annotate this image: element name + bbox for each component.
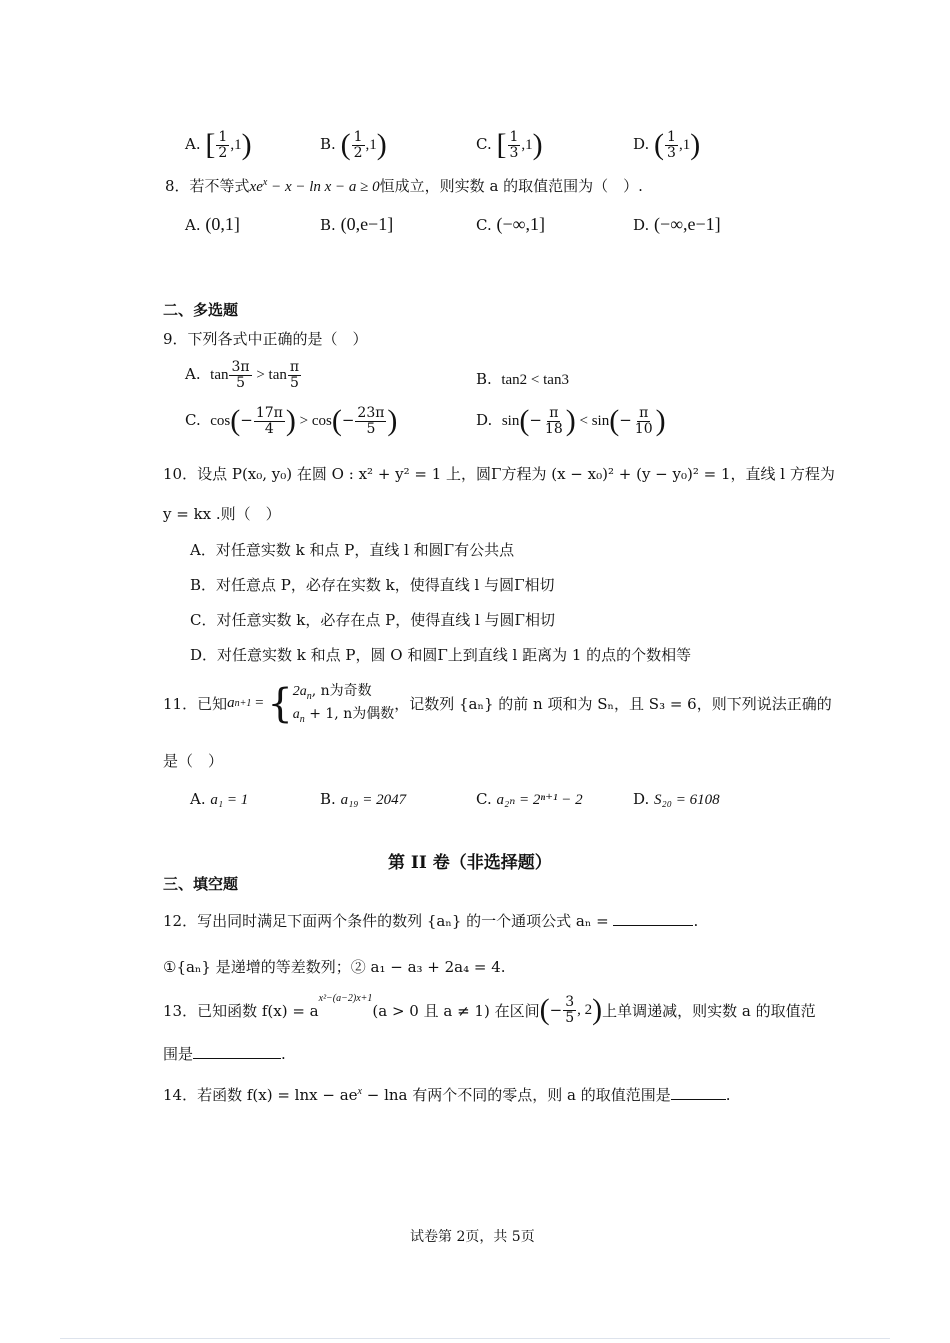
- q14-end: .: [725, 1086, 731, 1104]
- q7-c-left-bracket: [: [496, 128, 507, 161]
- q7-a-left-bracket: [: [205, 128, 216, 161]
- q13-line2-text: 围是: [163, 1045, 194, 1063]
- page-bottom-divider: [60, 1338, 890, 1339]
- q13-line2-end: .: [281, 1045, 286, 1063]
- q9-c-pre: cos: [210, 413, 231, 429]
- q7-option-d-label: D.: [633, 135, 650, 153]
- q7-c-frac: [508, 130, 521, 160]
- q9-a-den1: 5: [236, 374, 245, 391]
- q9-c-num1: 17π: [255, 404, 283, 421]
- q9-d-num1: π: [549, 404, 559, 421]
- q11-cases: [293, 681, 394, 727]
- q11-brace: {: [267, 680, 293, 727]
- q9-c-num2: 23π: [357, 404, 385, 421]
- q10-option-c-label: C．: [190, 611, 217, 629]
- q8-option-a-label: A.: [185, 216, 201, 234]
- q9-a-pre: tan: [210, 367, 229, 384]
- q9-a-den2: 5: [290, 374, 299, 391]
- q11-option-a-label: A.: [190, 790, 206, 808]
- page-footer: 试卷第 2页，共 5页: [410, 1229, 535, 1245]
- q11-option-b: [320, 790, 406, 809]
- q11-option-d: [633, 790, 720, 809]
- q10-line1: 10．设点 P(x₀, y₀) 在圆 O : x² + y² = 1 上，圆Γ方程为 (x − x₀)² + (y − y₀)² = 1，直线 l 方程为: [163, 465, 835, 483]
- q9-d-num2: π: [639, 404, 649, 421]
- q14-line: [163, 1084, 731, 1105]
- section-2-heading: 二、多选题: [163, 301, 239, 319]
- q9-option-d: D. sin(− $\frac{\pi}{18}$ ) < sin(− $\frac{\pi}{10}$ ): [476, 404, 666, 437]
- q8-ineq: xe: [249, 179, 263, 195]
- q7-a-frac: [216, 130, 229, 160]
- q11-lhs: a: [227, 695, 235, 712]
- q7-d-tail: ,1: [678, 137, 691, 153]
- section-3-heading: 三、填空题: [163, 875, 239, 893]
- q13-post: 上单调递减，则实数 a 的取值范: [602, 1001, 816, 1020]
- q9-d-frac1: [543, 406, 565, 436]
- q13-line2: [163, 1043, 286, 1064]
- q8-option-d-label: D.: [633, 216, 650, 234]
- q11-option-a-text: a₁ = 1: [210, 792, 249, 808]
- q13-pre: 13．已知函数 f(x) = a: [163, 1001, 319, 1020]
- q7-d-left-bracket: (: [654, 128, 665, 161]
- q10-option-b-label: B．: [190, 576, 217, 594]
- q8-option-c: [476, 214, 545, 235]
- q7-d-right-bracket: ): [690, 128, 701, 161]
- q8-option-b-label: B.: [320, 216, 336, 234]
- q9-b-label: B.: [476, 370, 492, 388]
- q11-option-c: [476, 790, 583, 809]
- q10-option-d-label: D．: [190, 646, 218, 664]
- q8-stem-post: 恒成立，则实数 a 的取值范围为（ ）.: [379, 177, 643, 195]
- q8-ineq-sup: x: [262, 177, 268, 188]
- q7-option-c-label: C.: [476, 135, 492, 153]
- q11-case1: $2a_n$, n为奇数: [292, 683, 372, 702]
- q11-post: ，记数列 {aₙ} 的前 n 项和为 Sₙ，且 S₃ = 6，则下列说法正确的: [394, 695, 832, 714]
- q7-b-left-bracket: (: [340, 128, 351, 161]
- q9-d-den1: 18: [544, 420, 563, 437]
- q7-a-den: 2: [218, 144, 228, 161]
- q9-d-den2: 10: [634, 420, 653, 437]
- q9-a-label: A.: [185, 365, 201, 384]
- q10-option-a: [190, 539, 514, 560]
- q8-stem: [165, 175, 643, 196]
- q8-option-b-value: (0,e−1]: [340, 214, 394, 234]
- q9-a-mid: > tan: [252, 367, 287, 384]
- q9-stem: 9．下列各式中正确的是（ ）: [163, 330, 368, 348]
- q8-option-c-label: C.: [476, 216, 492, 234]
- q7-c-num: 1: [509, 128, 519, 145]
- q14-sup: x: [357, 1086, 362, 1097]
- q9-c-label: C.: [185, 411, 201, 429]
- q8-option-a-value: (0,1]: [205, 214, 240, 234]
- q13-sup: x²−(a−2)x+1: [318, 993, 373, 1004]
- q12-line2: ①{aₙ} 是递增的等差数列；② a₁ − a₃ + 2a₄ = 4.: [163, 958, 506, 976]
- q10-option-c: [190, 609, 555, 630]
- q10-option-c-text: 对任意实数 k，必存在点 P，使得直线 l 与圆Γ相切: [216, 611, 555, 629]
- q9-d-label: D.: [476, 411, 493, 429]
- q14-text: 14．若函数 f(x) = lnx − ae: [163, 1086, 358, 1104]
- q11-option-d-text: S₂₀ = 6108: [654, 792, 720, 808]
- q11-option-d-label: D.: [633, 790, 650, 808]
- q8-ineq-rest: − x − ln x − a ≥ 0: [267, 179, 380, 195]
- q7-c-right-bracket: ): [532, 128, 543, 161]
- q7-d-frac: [665, 130, 678, 160]
- q9-c-mid: > cos: [295, 413, 332, 429]
- q11-lhs-sub: n+1: [234, 698, 252, 710]
- q9-a-num2: π: [289, 359, 300, 375]
- q9-option-c: C. cos(− $\frac{17\pi}{4}$ ) > cos(− $\frac{23\pi}{5}$ ): [185, 404, 398, 437]
- q7-b-right-bracket: ): [376, 128, 387, 161]
- q11-option-b-text: a₁₉ = 2047: [340, 792, 407, 808]
- q7-option-b-label: B.: [320, 135, 336, 153]
- q7-b-tail: ,1: [365, 137, 377, 153]
- q10-line2: y = kx .则（ ）: [163, 505, 281, 523]
- q9-d-pre: sin: [501, 413, 520, 429]
- q13-frac: [563, 995, 576, 1025]
- q10-option-d-text: 对任意实数 k 和点 P，圆 O 和圆Γ上到直线 l 距离为 1 的点的个数相等: [217, 646, 692, 664]
- q7-option-c: [476, 128, 543, 162]
- q13-answer-blank[interactable]: [193, 1058, 281, 1059]
- q14-text2: − lna 有两个不同的零点，则 a 的取值范围是: [361, 1086, 671, 1104]
- q7-option-d: [633, 128, 700, 162]
- q7-c-tail: ,1: [521, 137, 533, 153]
- q9-c-frac1: [254, 406, 285, 436]
- q8-stem-pre: 8．若不等式: [165, 177, 250, 195]
- q9-d-mid: < sin: [575, 413, 610, 429]
- q7-a-right-bracket: ): [241, 128, 252, 161]
- q8-option-c-value: (−∞,1]: [496, 214, 545, 234]
- q7-c-den: 3: [509, 144, 519, 161]
- q7-option-a: [185, 128, 252, 162]
- q12-line1: [163, 910, 698, 931]
- q12-answer-blank[interactable]: [613, 925, 693, 926]
- q10-option-b: [190, 574, 555, 595]
- q7-option-b: [320, 128, 387, 162]
- q9-a-frac2: [288, 360, 301, 390]
- q12-line1-end: .: [693, 912, 699, 930]
- q7-d-num: 1: [667, 128, 676, 145]
- q7-b-num: 1: [353, 128, 363, 145]
- q9-b-text: tan2 < tan3: [501, 372, 569, 388]
- q13-num: 3: [565, 993, 575, 1010]
- part-2-title: 第 II 卷（非选择题）: [388, 853, 552, 873]
- q11-option-c-text: a₂ₙ = 2ⁿ⁺¹ − 2: [496, 792, 583, 808]
- q7-b-frac: [352, 130, 365, 160]
- q13-mid: (a > 0 且 a ≠ 1) 在区间: [372, 1001, 540, 1020]
- q11-line2: 是（ ）: [163, 752, 224, 770]
- q10-option-d: [190, 644, 691, 665]
- q8-option-d: [633, 214, 721, 235]
- q7-d-den: 3: [667, 144, 676, 161]
- q7-a-tail: ,1: [230, 137, 242, 153]
- q11-stem: 11．已知 a n+1 = { $2a_n$, n为奇数 $a_n + 1$, n为偶数 ，记数列 {aₙ} 的前 n 项和为 Sₙ，且 S₃ = 6，则下列说法正确的: [163, 680, 832, 727]
- q7-option-a-label: A.: [185, 135, 201, 153]
- q10-option-b-text: 对任意点 P，必存在实数 k，使得直线 l 与圆Γ相切: [216, 576, 555, 594]
- q9-d-frac2: [633, 406, 655, 436]
- q13-interval-tail: , 2: [577, 1001, 593, 1018]
- q14-answer-blank[interactable]: [671, 1099, 726, 1100]
- q11-option-c-label: C.: [476, 790, 492, 808]
- q9-option-b: [476, 370, 569, 389]
- q11-pre: 11．已知: [163, 695, 228, 714]
- q8-option-a: [185, 214, 240, 235]
- q12-line1-text: 12．写出同时满足下面两个条件的数列 {aₙ} 的一个通项公式 aₙ =: [163, 912, 609, 930]
- q9-a-num1: 3π: [231, 359, 250, 375]
- q8-option-d-value: (−∞,e−1]: [654, 214, 721, 234]
- q7-a-num: 1: [218, 128, 228, 145]
- q11-option-a: [190, 790, 248, 809]
- q9-c-den1: 4: [264, 420, 274, 437]
- q9-a-frac1: [229, 360, 251, 390]
- q9-option-a: [185, 360, 302, 390]
- q11-case2: $a_n + 1$, n为偶数: [292, 705, 395, 725]
- q10-option-a-text: 对任意实数 k 和点 P，直线 l 和圆Γ有公共点: [215, 541, 515, 559]
- q7-b-den: 2: [353, 144, 363, 161]
- q8-option-b: [320, 214, 393, 235]
- q9-c-frac2: [355, 406, 386, 436]
- q11-option-b-label: B.: [320, 790, 336, 808]
- q13-line1: 13．已知函数 f(x) = a $^{x^2-(a-2)x+1}$ (a > 0 且 a ≠ 1) 在区间 ( − $\frac{3}{5}$ , 2 ) 上单调递减，则实数 a 的取值范: [163, 993, 816, 1026]
- q9-c-den2: 5: [366, 420, 376, 437]
- q13-den: 5: [565, 1009, 575, 1026]
- q10-option-a-label: A．: [190, 541, 216, 559]
